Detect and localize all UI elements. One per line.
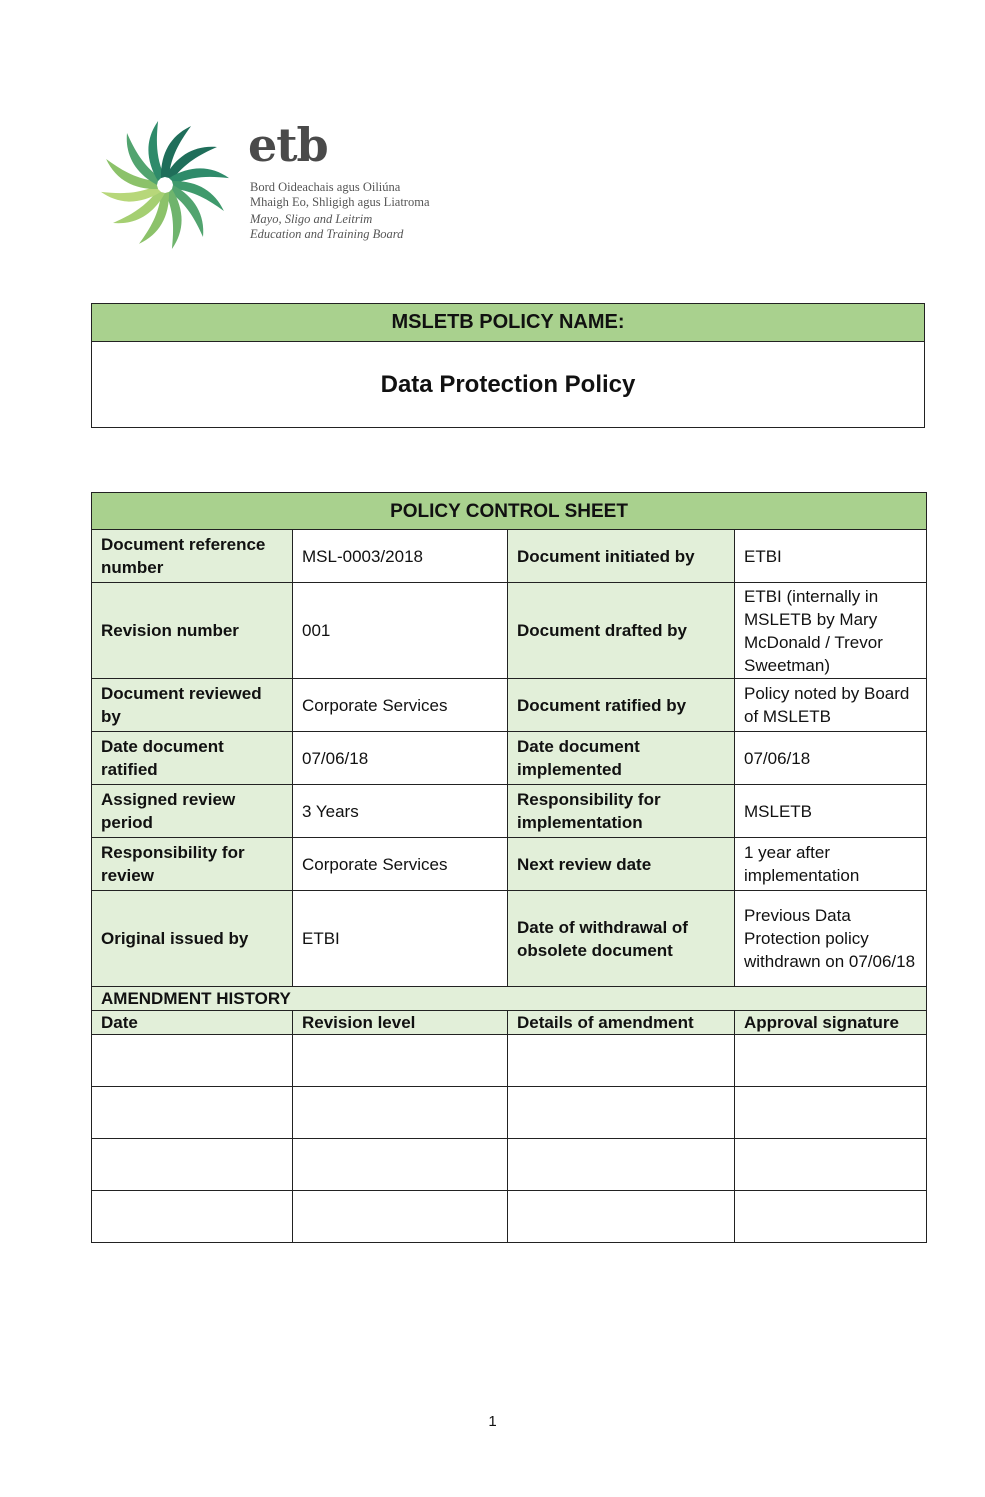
row-label: Document drafted by [508, 583, 735, 679]
logo-wordmark: etb [248, 118, 328, 172]
amendment-cell [508, 1087, 735, 1139]
row-value: ETBI [293, 891, 508, 987]
row-label: Document reviewed by [92, 679, 293, 732]
control-row [92, 583, 927, 679]
row-label: Date of withdrawal of obsolete document [508, 891, 735, 987]
amendment-cell [293, 1139, 508, 1191]
control-row [92, 530, 927, 583]
row-value: 001 [293, 583, 508, 679]
amendment-col-date: Date [92, 1011, 293, 1035]
row-label: Next review date [508, 838, 735, 891]
policy-name-box [91, 303, 925, 428]
row-label: Original issued by [92, 891, 293, 987]
amendment-cell [735, 1191, 927, 1243]
page-number: 1 [488, 1413, 497, 1430]
amendment-cell [508, 1035, 735, 1087]
amendment-cell [735, 1035, 927, 1087]
policy-control-sheet [91, 492, 927, 1243]
etb-logo [100, 120, 460, 260]
row-value: Corporate Services [293, 838, 508, 891]
control-row [92, 785, 927, 838]
row-value: MSL-0003/2018 [293, 530, 508, 583]
logo-english-line-2: Education and Training Board [250, 227, 404, 241]
amendment-col-details: Details of amendment [508, 1011, 735, 1035]
amendment-history-title-row [92, 987, 927, 1011]
control-row [92, 891, 927, 987]
row-label: Revision number [92, 583, 293, 679]
row-label: Date document implemented [508, 732, 735, 785]
row-label: Assigned review period [92, 785, 293, 838]
logo-irish-line-2: Mhaigh Eo, Shligigh agus Liatroma [250, 195, 430, 209]
amendment-row [92, 1139, 927, 1191]
row-label: Document initiated by [508, 530, 735, 583]
etb-swirl-logo-icon [100, 120, 230, 250]
row-value: 07/06/18 [293, 732, 508, 785]
amendment-cell [92, 1035, 293, 1087]
row-value: Corporate Services [293, 679, 508, 732]
amendment-row [92, 1087, 927, 1139]
amendment-cell [92, 1191, 293, 1243]
amendment-cell [92, 1087, 293, 1139]
amendment-col-signature: Approval signature [735, 1011, 927, 1035]
policy-title: Data Protection Policy [380, 371, 636, 398]
row-label: Document reference number [92, 530, 293, 583]
amendment-cell [735, 1139, 927, 1191]
logo-english-line-1: Mayo, Sligo and Leitrim [250, 212, 373, 226]
row-label: Responsibility for review [92, 838, 293, 891]
amendment-col-revision: Revision level [293, 1011, 508, 1035]
row-value: Previous Data Protection policy withdrawn on 07/06/18 [735, 891, 927, 987]
amendment-columns-row [92, 1011, 927, 1035]
control-sheet-header: POLICY CONTROL SHEET [92, 493, 927, 530]
amendment-cell [92, 1139, 293, 1191]
row-value: ETBI (internally in MSLETB by Mary McDonald / Trevor Sweetman) [735, 583, 927, 679]
row-value: ETBI [735, 530, 927, 583]
amendment-cell [508, 1191, 735, 1243]
row-value: 1 year after implementation [735, 838, 927, 891]
row-label: Responsibility for implementation [508, 785, 735, 838]
logo-irish-line-1: Bord Oideachais agus Oiliúna [250, 180, 401, 194]
row-value: 3 Years [293, 785, 508, 838]
amendment-cell [293, 1087, 508, 1139]
amendment-history-title: AMENDMENT HISTORY [92, 987, 927, 1011]
amendment-row [92, 1191, 927, 1243]
row-value: MSLETB [735, 785, 927, 838]
amendment-cell [508, 1139, 735, 1191]
row-label: Document ratified by [508, 679, 735, 732]
policy-name-header: MSLETB POLICY NAME: [92, 304, 924, 342]
row-value: Policy noted by Board of MSLETB [735, 679, 927, 732]
row-label: Date document ratified [92, 732, 293, 785]
control-row [92, 838, 927, 891]
control-row [92, 679, 927, 732]
amendment-cell [735, 1087, 927, 1139]
amendment-cell [293, 1191, 508, 1243]
control-row [92, 732, 927, 785]
row-value: 07/06/18 [735, 732, 927, 785]
amendment-row [92, 1035, 927, 1087]
amendment-cell [293, 1035, 508, 1087]
